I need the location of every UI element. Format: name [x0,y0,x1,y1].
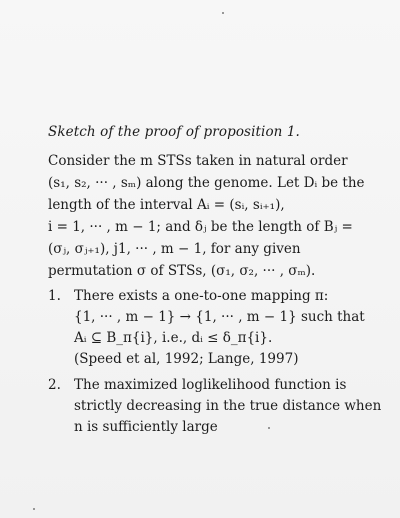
intro-line: length of the interval Aᵢ = (sᵢ, sᵢ₊₁), [48,197,285,213]
list-item-number: 2. [48,377,61,393]
scan-speck [33,508,35,510]
list-item-number: 1. [48,288,61,304]
list-item-body [74,286,365,370]
list-item-line: The maximized loglikelihood function is [74,377,347,393]
scan-speck [222,12,224,14]
list-item-line: (Speed et al, 1992; Lange, 1997) [74,351,299,367]
list-item-line: strictly decreasing in the true distance when [74,398,382,414]
intro-line: i = 1, ··· , m − 1; and δⱼ be the length of Bⱼ = [48,219,353,235]
list-item-line: n is sufficiently large [74,419,218,435]
list-item-line: Aᵢ ⊆ B_π{i}, i.e., dᵢ ≤ δ_π{i}. [74,330,273,346]
intro-line: (s₁, s₂, ··· , sₘ) along the genome. Let Dᵢ be the [48,175,365,191]
scan-speck [268,427,270,429]
intro-line: permutation σ of STSs, (σ₁, σ₂, ··· , σₘ). [48,263,316,279]
list-item-line: There exists a one-to-one mapping π: [74,288,329,304]
list-item-body [74,375,381,438]
proof-heading: Sketch of the proof of proposition 1. [48,124,300,140]
list-item-line: {1, ··· , m − 1} → {1, ··· , m − 1} such that [74,309,365,325]
intro-line: Consider the m STSs taken in natural order [48,153,348,169]
intro-line: (σⱼ, σⱼ₊₁), j1, ··· , m − 1, for any given [48,241,301,257]
intro-paragraph [48,150,378,282]
